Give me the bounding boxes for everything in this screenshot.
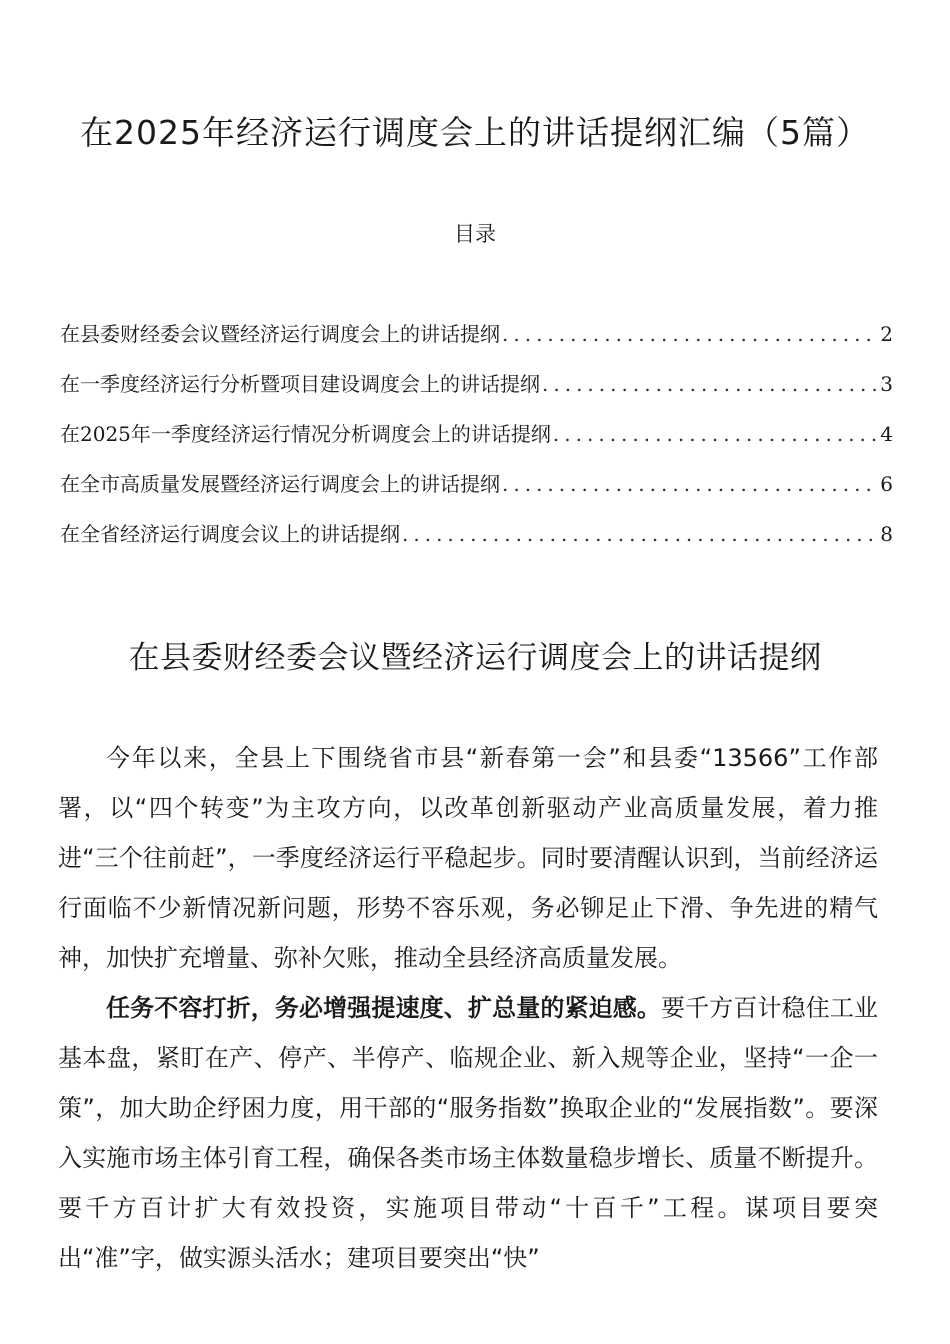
toc-entry-title: 在县委财经委会议暨经济运行调度会上的讲话提纲 xyxy=(60,322,500,346)
toc-entry[interactable] xyxy=(60,417,893,467)
toc-entry-page: 8 xyxy=(880,522,893,546)
toc-entry[interactable] xyxy=(60,317,893,367)
document-title: 在2025年经济运行调度会上的讲话提纲汇编（5篇） xyxy=(80,113,870,152)
table-of-contents xyxy=(60,317,893,567)
toc-entry-title: 在2025年一季度经济运行情况分析调度会上的讲话提纲 xyxy=(60,422,551,446)
toc-leader-dots xyxy=(502,467,876,501)
body-paragraph xyxy=(58,983,878,1283)
toc-entry-page: 4 xyxy=(880,422,893,446)
toc-entry-title: 在全市高质量发展暨经济运行调度会上的讲话提纲 xyxy=(60,472,500,496)
body-paragraph xyxy=(58,733,878,983)
section-body xyxy=(58,733,878,1283)
toc-entry[interactable] xyxy=(60,467,893,517)
toc-leader-dots xyxy=(502,317,876,351)
toc-entry[interactable] xyxy=(60,517,893,567)
toc-entry-title: 在一季度经济运行分析暨项目建设调度会上的讲话提纲 xyxy=(60,372,540,396)
toc-entry-page: 3 xyxy=(880,372,893,396)
toc-entry-title: 在全省经济运行调度会议上的讲话提纲 xyxy=(60,522,400,546)
toc-entry-page: 2 xyxy=(880,322,893,346)
section-title: 在县委财经委会议暨经济运行调度会上的讲话提纲 xyxy=(128,640,822,676)
toc-leader-dots xyxy=(542,367,876,401)
paragraph-lead-sentence: 任务不容打折，务必增强提速度、扩总量的紧迫感。 xyxy=(106,994,661,1022)
toc-leader-dots xyxy=(553,417,876,451)
toc-heading: 目录 xyxy=(454,222,496,246)
paragraph-text: 今年以来，全县上下围绕省市县“新春第一会”和县委“13566”工作部署，以“四个转变”为主攻方向，以改革创新驱动产业高质量发展，着力推进“三个往前赶”，一季度经济运行平稳起步。同时要清醒认识到，当前经济运行面临不少新情况新问题，形势不容乐观，务必铆足止下滑、争先进的精气神，加快扩充增量、弥补欠账，推动全县经济高质量发展。 xyxy=(58,744,878,972)
toc-entry-page: 6 xyxy=(880,472,893,496)
toc-entry[interactable] xyxy=(60,367,893,417)
toc-leader-dots xyxy=(402,517,876,551)
paragraph-text: 要千方百计稳住工业基本盘，紧盯在产、停产、半停产、临规企业、新入规等企业，坚持“一企一策”，加大助企纾困力度，用干部的“服务指数”换取企业的“发展指数”。要深入实施市场主体引育工程，确保各类市场主体数量稳步增长、质量不断提升。要千方百计扩大有效投资，实施项目带动“十百千”工程。谋项目要突出“准”字，做实源头活水；建项目要突出“快” xyxy=(58,994,879,1272)
